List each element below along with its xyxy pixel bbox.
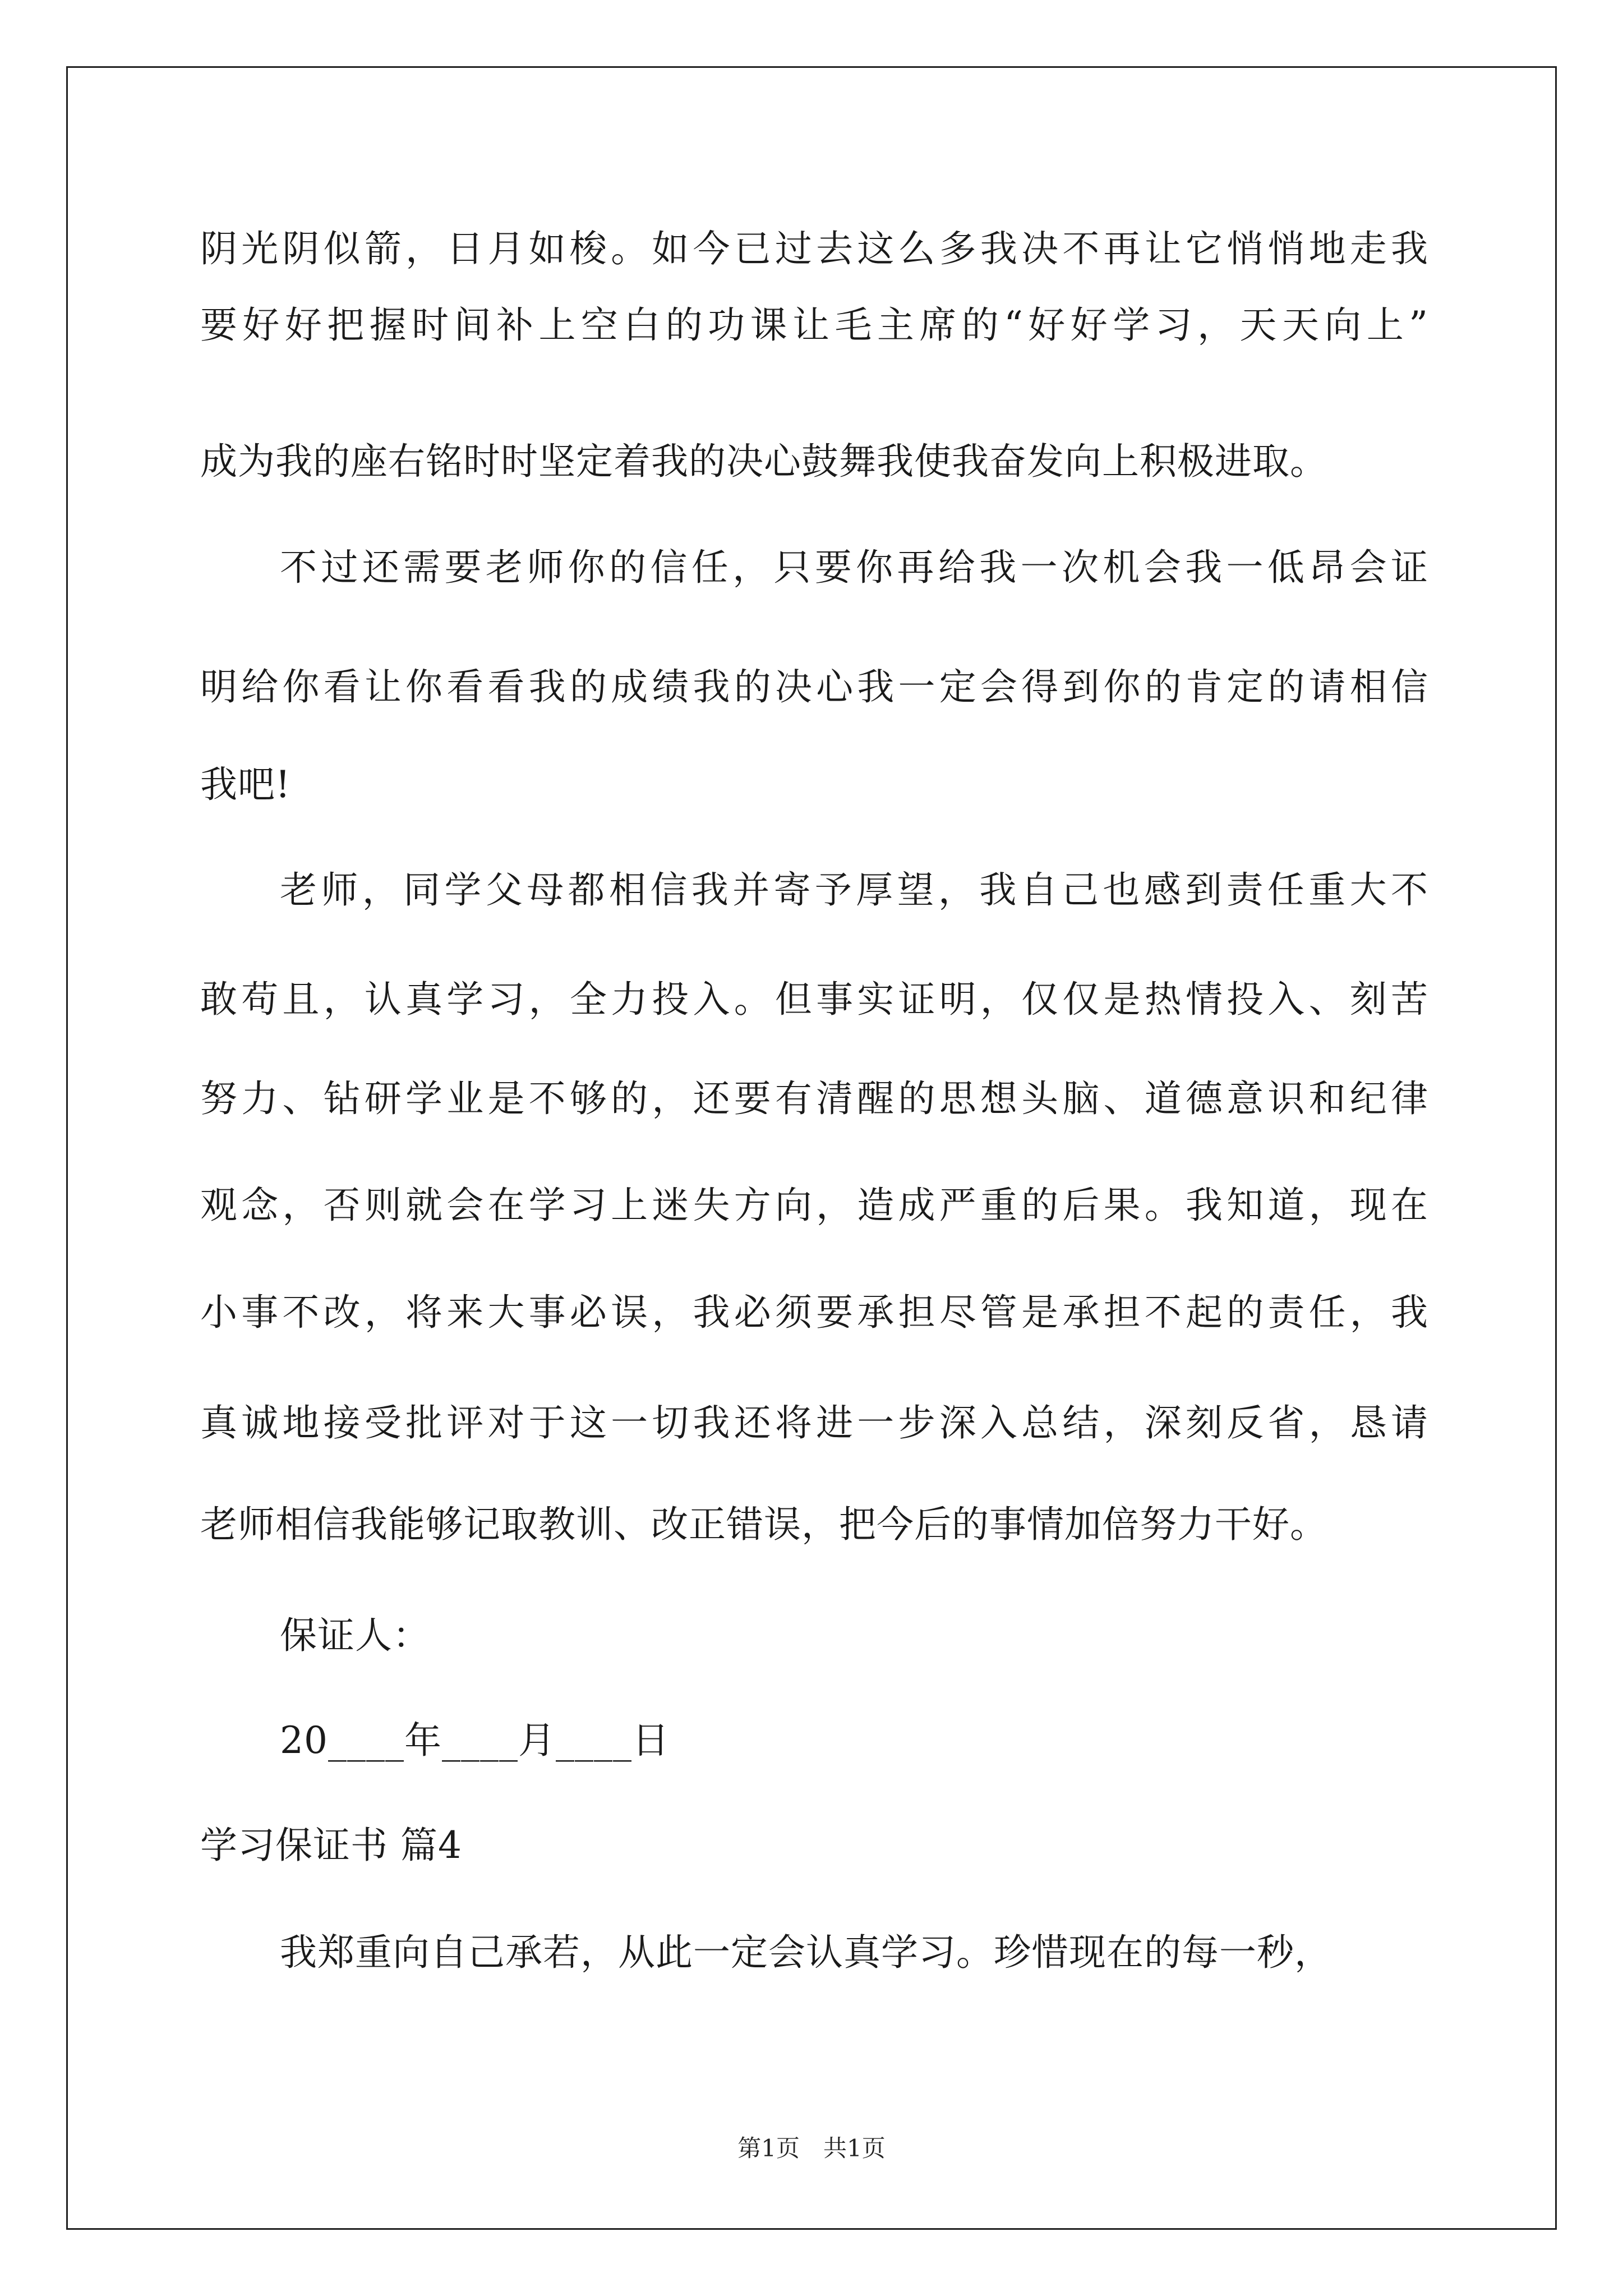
text-line: 阴光阴似箭，日月如梭。如今已过去这么多我决不再让它悄悄地走我 bbox=[200, 227, 1428, 270]
page-border bbox=[66, 66, 1557, 2230]
text-line: 不过还需要老师你的信任，只要你再给我一次机会我一低昂会证 bbox=[280, 546, 1428, 589]
text-line: 努力、钻研学业是不够的，还要有清醒的思想头脑、道德意识和纪律 bbox=[200, 1077, 1428, 1120]
text-line: 我郑重向自己承若，从此一定会认真学习。珍惜现在的每一秒， bbox=[280, 1931, 1332, 1974]
text-line: 真诚地接受批评对于这一切我还将进一步深入总结，深刻反省，恳请 bbox=[200, 1401, 1428, 1444]
text-line: 敢苟且，认真学习，全力投入。但事实证明，仅仅是热情投入、刻苦 bbox=[200, 978, 1428, 1021]
page-footer: 第1页 共1页 bbox=[737, 2134, 886, 2162]
text-line: 老师，同学父母都相信我并寄予厚望，我自己也感到责任重大不 bbox=[280, 868, 1428, 912]
text-line: 观念，否则就会在学习上迷失方向，造成严重的后果。我知道，现在 bbox=[200, 1184, 1428, 1227]
text-line: 我吧! bbox=[200, 763, 291, 806]
text-line: 小事不改，将来大事必误，我必须要承担尽管是承担不起的责任，我 bbox=[200, 1291, 1428, 1334]
guarantor-label: 保证人： bbox=[280, 1614, 430, 1657]
text-line: 老师相信我能够记取教训、改正错误，把今后的事情加倍努力干好。 bbox=[200, 1503, 1327, 1546]
text-line: 成为我的座右铭时时坚定着我的决心鼓舞我使我奋发向上积极进取。 bbox=[200, 440, 1327, 483]
text-line: 要好好把握时间补上空白的功课让毛主席的“好好学习，天天向上” bbox=[200, 303, 1428, 347]
section-title: 学习保证书 篇4 bbox=[200, 1824, 462, 1867]
signature-date: 20____年____月____日 bbox=[280, 1719, 670, 1762]
text-line: 明给你看让你看看我的成绩我的决心我一定会得到你的肯定的请相信 bbox=[200, 665, 1428, 708]
